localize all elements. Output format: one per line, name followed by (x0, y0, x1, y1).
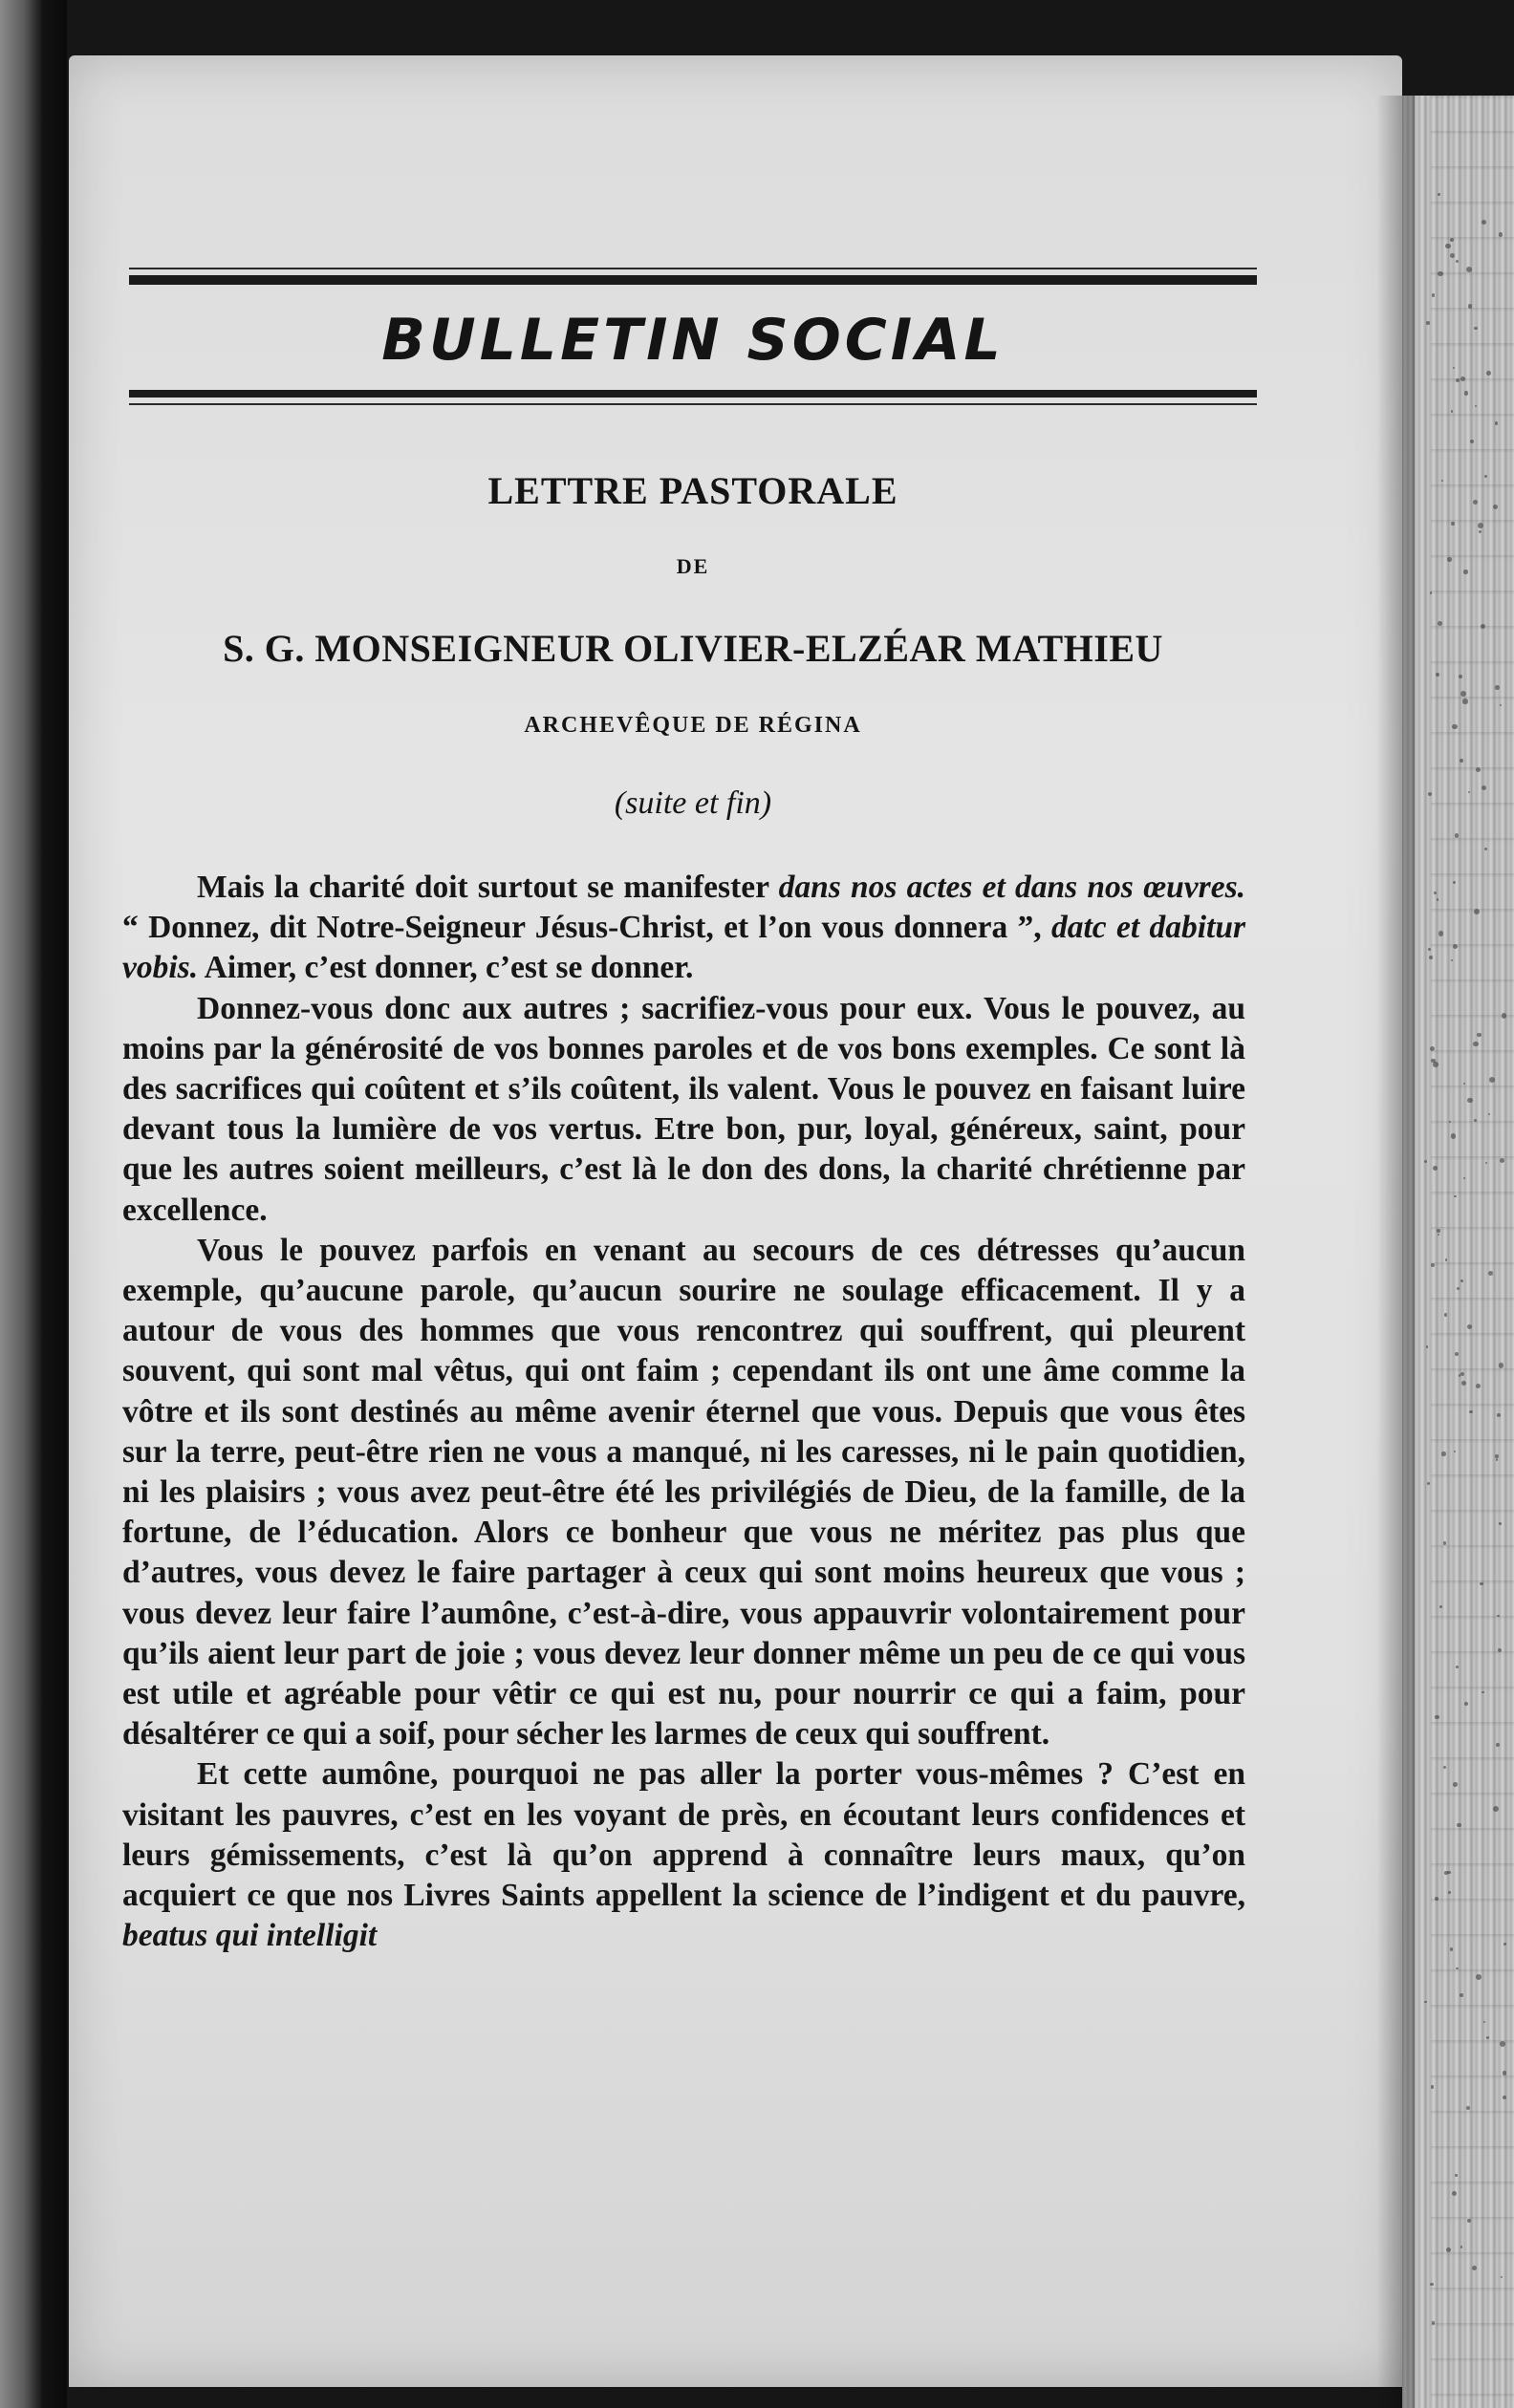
speck (1488, 1113, 1490, 1115)
speck (1497, 1615, 1499, 1617)
speck (1460, 2246, 1462, 2247)
speck (1448, 1891, 1451, 1894)
speck (1496, 1458, 1498, 1460)
paragraph-4: Et cette aumône, pourquoi ne pas aller la porter vous-mêmes ? C’est en visitant les pauvres, c’est en les voyant de près, en écoutant leurs confidences et leurs gémissements, c’est là qu’on apprend à connaître leurs maux, qu’on acquiert ce que nos Livres Saints appellent la science de l’indigent et du pauvre, beatus qui intelligit (122, 1756, 1245, 1954)
speck (1500, 1158, 1504, 1163)
speck (1428, 948, 1431, 951)
speck (1454, 1451, 1456, 1452)
speck (1441, 1451, 1445, 1455)
speck (1424, 1160, 1427, 1163)
speck (1435, 1897, 1438, 1901)
speck (1455, 2174, 1458, 2177)
speck (1432, 2321, 1436, 2325)
speck (1499, 1363, 1503, 1367)
speck (1495, 1454, 1499, 1458)
speck (1450, 1947, 1454, 1951)
title-connector: DE (676, 554, 710, 578)
speck (1489, 1077, 1495, 1083)
top-thick-rule (129, 275, 1257, 285)
speck (1480, 1582, 1483, 1586)
speck (1474, 909, 1480, 914)
speck (1437, 898, 1439, 901)
scanner-left-margin (0, 0, 67, 2408)
speck (1431, 2085, 1434, 2088)
speck (1453, 944, 1458, 949)
speck (1452, 2191, 1457, 2196)
speck (1446, 2247, 1451, 2252)
top-thin-rule (129, 268, 1257, 269)
speck (1472, 2266, 1477, 2270)
speck (1430, 1046, 1435, 1051)
speck (1484, 475, 1487, 478)
section-banner: BULLETIN SOCIAL (381, 307, 1005, 374)
speck (1426, 321, 1429, 324)
letter-title: LETTRE PASTORALE (487, 469, 898, 512)
speck (1482, 220, 1486, 225)
speck (1467, 1324, 1472, 1329)
latin-quote: beatus qui intelligit (122, 1918, 378, 1954)
speck (1461, 1381, 1466, 1386)
speck (1451, 522, 1455, 526)
speck (1447, 557, 1452, 562)
speck (1445, 1258, 1447, 1260)
speck (1427, 1482, 1430, 1485)
speck (1484, 848, 1487, 850)
continuation-note: (suite et fin) (614, 785, 772, 821)
speck (1426, 1345, 1428, 1347)
book-page-edges (1402, 96, 1514, 2408)
speck (1466, 267, 1472, 272)
bottom-thick-rule (129, 390, 1257, 398)
italic-phrase: dans nos actes et dans nos œuvres. (778, 870, 1245, 905)
speck (1468, 791, 1470, 793)
speck (1464, 1702, 1468, 1706)
speck (1497, 1413, 1501, 1417)
speck (1459, 675, 1462, 678)
speck (1462, 699, 1468, 704)
speck (1457, 1823, 1460, 1827)
speck (1474, 327, 1477, 330)
speck (1499, 232, 1503, 236)
speck (1424, 2001, 1427, 2004)
speck (1477, 1033, 1481, 1037)
speck (1503, 2071, 1507, 2075)
page-shadow (1376, 96, 1415, 2408)
speck (1478, 523, 1483, 528)
speck (1488, 1271, 1493, 1276)
speck (1455, 1352, 1459, 1356)
speck (1455, 833, 1460, 838)
speck (1438, 621, 1442, 626)
speck (1450, 238, 1454, 242)
speck (1456, 1967, 1458, 1969)
speck (1466, 2106, 1470, 2110)
author-name: S. G. MONSEIGNEUR OLIVIER-ELZÉAR MATHIEU (223, 627, 1163, 670)
speck (1456, 260, 1459, 263)
speck (1454, 1195, 1456, 1197)
speck (1475, 405, 1477, 407)
article-body (122, 868, 1245, 1956)
speck (1467, 1098, 1473, 1104)
paragraph-3: Vous le pouvez parfois en venant au secours de ces détresses qu’aucun exemple, qu’aucune parole, qu’aucun sourire ne soulage efficacement. Il y a autour de vous des hommes que vous rencontrez qui souffrent, qui pleurent souvent, qui sont mal vêtus, qui ont faim ; cependant ils ont une âme comme la vôtre et ils sont destinés au même avenir éternel que vous. Depuis que vous êtes sur la terre, peut-être rien ne vous a manqué, ni les caresses, ni le pain quotidien, ni les plaisirs ; vous avez peut-être été les privilégiés de Dieu, de la famille, de la fortune, de l’éducation. Alors ce bonheur que vous ne méritez pas plus que d’autres, vous devez le faire partager à ceux qui sont moins heureux que vous ; vous devez leur faire l’aumône, c’est-à-dire, vous appauvrir volontairement pour qu’ils aient leur part de joie ; vous devez leur donner même un peu de ce qui vous est utile et agréable pour vêtir ce qui est nu, pour nourrir ce qui a faim, pour désaltérer ce qui a soif, pour sécher les larmes de ceux qui souffrent. (122, 1232, 1245, 1752)
speck (1470, 440, 1474, 443)
speck (1495, 685, 1500, 690)
speck (1463, 570, 1467, 573)
speck (1502, 1013, 1507, 1019)
speck (1473, 1042, 1479, 1047)
speck (1453, 1782, 1458, 1787)
paragraph-2: Donnez-vous donc aux autres ; sacrifiez-vous pour eux. Vous le pouvez, au moins par la générosité de vos bonnes paroles et de vos bons exemples. Ce sont là des sacrifices qui coûtent et s’ils coûtent, ils valent. Vous le pouvez en faisant luire devant tous la lumière de vos vertus. Etre bon, pur, loyal, généreux, saint, pour que les autres soient meilleurs, c’est là le don des dons, la charité chrétienne par excellence. (122, 990, 1245, 1228)
paragraph-1: Mais la charité doit surtout se manifester dans nos actes et dans nos œuvres. “ Donnez, dit Notre-Seigneur Jésus-Christ, et l’on vous donnera ”, datc et dabitur vobis. Aimer, c’est donner, c’est se donner. (122, 870, 1245, 986)
speck (1500, 2041, 1505, 2047)
speck (1433, 1062, 1438, 1067)
speck (1496, 1743, 1500, 1747)
speck (1493, 1806, 1499, 1812)
speck (1444, 1313, 1447, 1316)
latin-quote: datc et dabitur vobis. (122, 910, 1245, 986)
speck (1430, 591, 1432, 593)
speck (1438, 193, 1440, 196)
author-office: ARCHEVÊQUE DE RÉGINA (524, 713, 862, 738)
bottom-thin-rule (129, 403, 1257, 405)
speck (1499, 1522, 1502, 1525)
speck (1435, 1715, 1438, 1719)
speck (1433, 1166, 1438, 1171)
speck (1476, 767, 1481, 772)
speck (1493, 505, 1498, 509)
speck (1486, 371, 1491, 376)
